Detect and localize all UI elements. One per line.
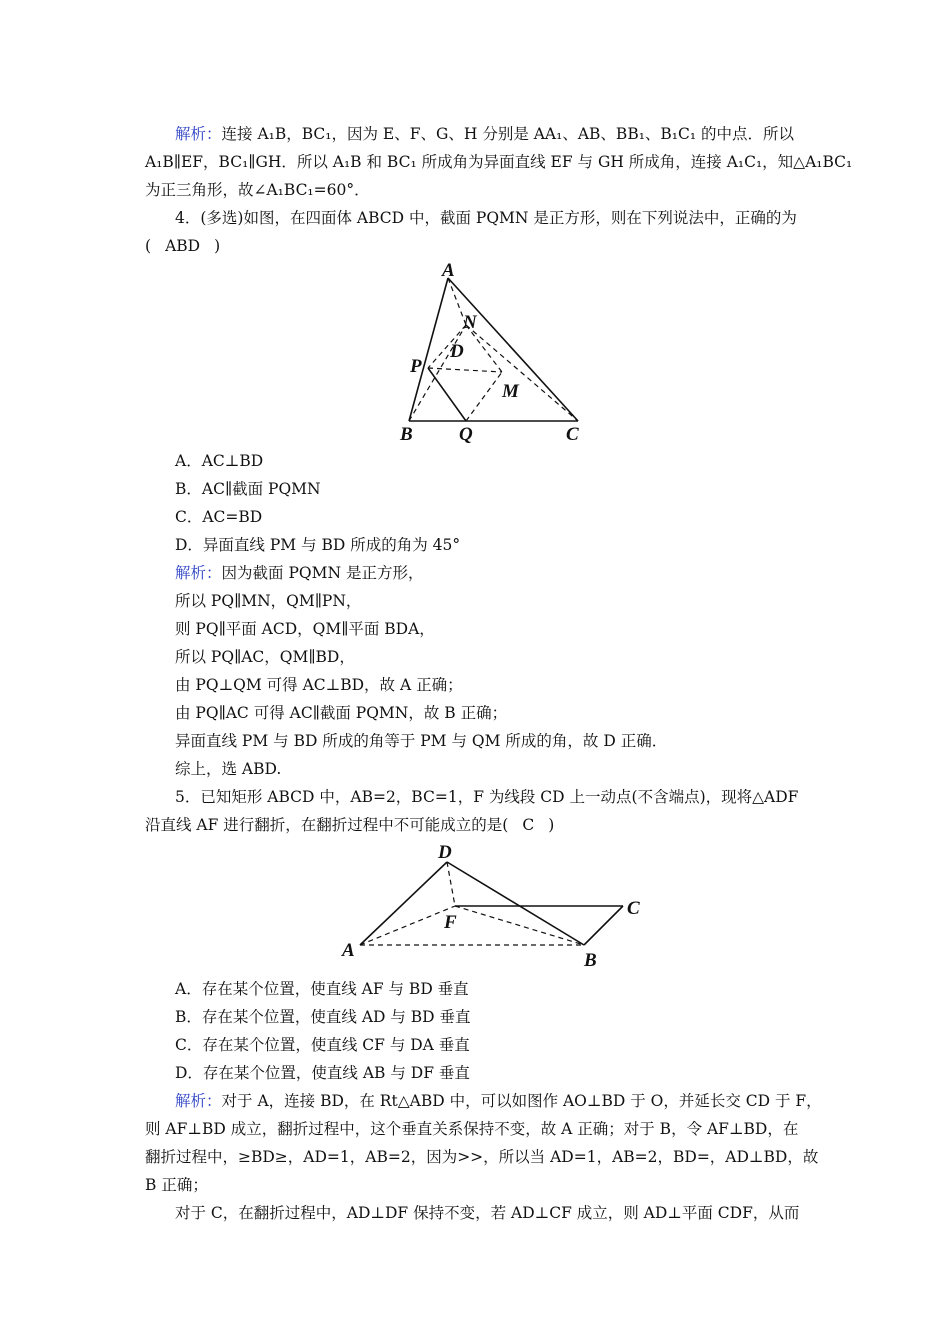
q3-analysis-text: 连接 A₁B，BC₁，因为 E、F、G、H 分别是 AA₁、AB、BB₁、B₁C₁ 的中点．所以 [221,125,795,143]
q4-analysis-line: 由 PQ⊥QM 可得 AC⊥BD，故 A 正确； [175,676,463,694]
label-A: A [442,260,455,281]
q3-analysis-line-1 [175,124,794,144]
q4-analysis-line: 综上，选 ABD. [175,760,282,778]
q4-answer-bracket [145,236,220,256]
q4-analysis-line: 则 PQ∥平面 ACD，QM∥平面 BDA， [175,620,435,638]
q5-stem-line-2 [145,815,554,835]
q5-analysis-line-1 [175,1091,822,1111]
analysis-tag: 解析： [175,564,222,582]
q4-option-a: A．AC⊥BD [175,452,264,470]
q4-analysis-line: 异面直线 PM 与 BD 所成的角等于 PM 与 QM 所成的角，故 D 正确． [175,732,668,750]
q4-tetrahedron-figure [395,255,595,450]
label-B: B [584,950,597,971]
q5-option-b: B．存在某个位置，使直线 AD 与 BD 垂直 [175,1008,471,1026]
q4-stem: 4．(多选)如图，在四面体 ABCD 中，截面 PQMN 是正方形，则在下列说法中，正确的为 [175,209,797,227]
label-C: C [566,424,579,445]
q4-analysis-line-1 [175,563,423,583]
analysis-tag: 解析： [175,1092,222,1110]
analysis-tag: 解析： [175,125,222,143]
q5-stem-text: 沿直线 AF 进行翻折，在翻折过程中不可能成立的是( [145,816,509,834]
q3-analysis-line-3: 为正三角形，故∠A₁BC₁=60°． [145,181,370,199]
q4-option-b: B．AC∥截面 PQMN [175,480,321,498]
q5-answer: C [522,816,535,834]
q5-option-a: A．存在某个位置，使直线 AF 与 BD 垂直 [175,980,469,998]
q3-analysis-line-2: A₁B∥EF，BC₁∥GH．所以 A₁B 和 BC₁ 所成角为异面直线 EF 与 GH 所成角，连接 A₁C₁，知△A₁BC₁ [145,153,853,171]
q5-analysis-line: B 正确； [145,1176,208,1194]
label-N: N [463,312,477,333]
q4-analysis-line: 所以 PQ∥AC，QM∥BD， [175,648,355,666]
label-B: B [400,424,413,445]
q5-option-d: D．存在某个位置，使直线 AB 与 DF 垂直 [175,1064,470,1082]
label-D: D [450,341,464,362]
q5-stem-line-1: 5．已知矩形 ABCD 中，AB=2，BC=1，F 为线段 CD 上一动点(不含端点)，现将△ADF [175,788,799,806]
bracket-open: ( [145,237,152,255]
label-C: C [627,898,640,919]
label-F: F [444,912,457,933]
bracket-close: ) [548,816,555,834]
q5-analysis-line: 翻折过程中，≥BD≥，AD=1，AB=2，因为>>，所以当 AD=1，AB=2，BD=，AD⊥BD，故 [145,1148,819,1166]
label-M: M [502,381,519,402]
q5-analysis-text: 对于 A，连接 BD，在 Rt△ABD 中，可以如图作 AO⊥BD 于 O，并延长交 CD 于 F， [221,1092,822,1110]
q5-folding-figure [335,840,655,975]
q4-option-d: D．异面直线 PM 与 BD 所成的角为 45° [175,536,461,554]
q5-analysis-line: 则 AF⊥BD 成立，翻折过程中，这个垂直关系保持不变，故 A 正确；对于 B，令 AF⊥BD，在 [145,1120,799,1138]
q4-analysis-line: 所以 PQ∥MN，QM∥PN， [175,592,362,610]
label-D: D [438,842,452,863]
q4-option-c: C．AC=BD [175,508,263,526]
label-Q: Q [459,424,473,445]
label-A: A [342,940,355,961]
bracket-close: ) [214,237,221,255]
label-P: P [410,356,422,377]
q4-analysis-text: 因为截面 PQMN 是正方形， [221,564,424,582]
q4-answer: ABD [165,237,201,255]
q4-analysis-line: 由 PQ∥AC 可得 AC∥截面 PQMN，故 B 正确； [175,704,508,722]
q5-analysis-line: 对于 C，在翻折过程中，AD⊥DF 保持不变，若 AD⊥CF 成立，则 AD⊥平面 CDF，从而 [175,1204,800,1222]
q5-option-c: C．存在某个位置，使直线 CF 与 DA 垂直 [175,1036,470,1054]
